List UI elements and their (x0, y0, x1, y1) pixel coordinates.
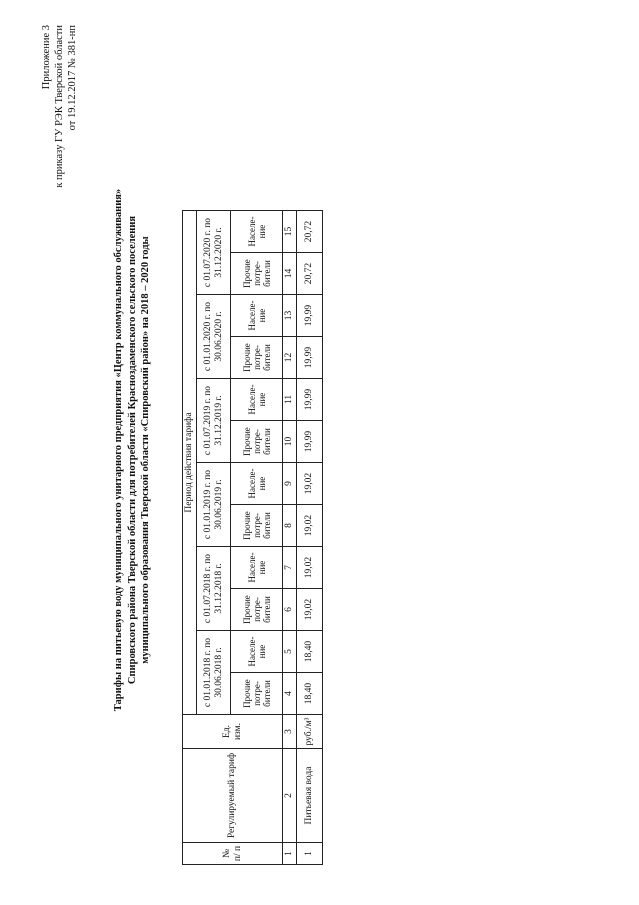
header-period-2: с 01.07.2018 г. по 31.12.2018 г. (197, 547, 231, 631)
header-name: Регулируемый тариф (183, 749, 283, 843)
num-cell: 2 (283, 749, 297, 843)
header-other-4: Прочие потре- бители (231, 421, 283, 463)
header-pop-2: Населе- ние (231, 547, 283, 589)
header-row-period (183, 211, 197, 865)
header-pop-3: Населе- ние (231, 463, 283, 505)
appendix-note (40, 25, 79, 225)
header-other-6: Прочие потре- бители (231, 253, 283, 295)
num-cell: 12 (283, 337, 297, 379)
header-pop-4: Населе- ние (231, 379, 283, 421)
num-cell: 7 (283, 547, 297, 589)
header-period-5: с 01.01.2020 г. по 30.06.2020 г. (197, 295, 231, 379)
header-unit: Ед. изм. (183, 715, 283, 749)
num-cell: 8 (283, 505, 297, 547)
header-period-6: с 01.07.2020 г. по 31.12.2020 г. (197, 211, 231, 295)
num-cell: 10 (283, 421, 297, 463)
num-cell: 3 (283, 715, 297, 749)
header-pop-6: Населе- ние (231, 211, 283, 253)
header-period: Период действия тарифа (183, 211, 197, 715)
num-cell: 9 (283, 463, 297, 505)
appendix-line-2: к приказу ГУ РЭК Тверской области (54, 25, 65, 188)
value-cell: 19,02 (297, 589, 323, 631)
title-line-2: Спировского района Тверской области для потребителей Красноздаменского сельского поселения (126, 215, 138, 685)
header-no: № п/ п (183, 843, 283, 865)
num-cell: 15 (283, 211, 297, 253)
header-other-5: Прочие потре- бители (231, 337, 283, 379)
value-cell: 19,02 (297, 505, 323, 547)
value-cell: 18,40 (297, 673, 323, 715)
header-pop-1: Населе- ние (231, 631, 283, 673)
value-cell: 19,99 (297, 337, 323, 379)
title-line-3: муниципального образования Тверской области «Спировский район» на 2018 – 2020 годы (140, 236, 151, 664)
header-other-2: Прочие потре- бители (231, 589, 283, 631)
header-period-1: с 01.01.2018 г. по 30.06.2018 г. (197, 631, 231, 715)
num-cell: 6 (283, 589, 297, 631)
table-row (297, 211, 323, 865)
num-cell: 11 (283, 379, 297, 421)
row-unit: руб./м³ (297, 715, 323, 749)
row-no: 1 (297, 843, 323, 865)
num-cell: 5 (283, 631, 297, 673)
value-cell: 19,02 (297, 463, 323, 505)
header-period-4: с 01.07.2019 г. по 31.12.2019 г. (197, 379, 231, 463)
num-cell: 1 (283, 843, 297, 865)
num-cell: 13 (283, 295, 297, 337)
header-pop-5: Населе- ние (231, 295, 283, 337)
header-other-1: Прочие потре- бители (231, 673, 283, 715)
header-period-3: с 01.01.2019 г. по 30.06.2019 г. (197, 463, 231, 547)
num-cell: 14 (283, 253, 297, 295)
value-cell: 20,72 (297, 253, 323, 295)
value-cell: 19,99 (297, 421, 323, 463)
num-cell: 4 (283, 673, 297, 715)
document-title (112, 35, 153, 865)
value-cell: 18,40 (297, 631, 323, 673)
value-cell: 19,99 (297, 379, 323, 421)
appendix-line-3: от 19.12.2017 № 381-нп (67, 25, 78, 131)
title-line-1: Тарифы на питьевую воду муниципального унитарного предприятия «Центр коммунального обслуживания» (113, 188, 124, 712)
header-other-3: Прочие потре- бители (231, 505, 283, 547)
value-cell: 19,02 (297, 547, 323, 589)
value-cell: 19,99 (297, 295, 323, 337)
numbering-row (283, 211, 297, 865)
tariff-table (182, 210, 323, 865)
appendix-line-1: Приложение 3 (41, 25, 52, 90)
row-name: Питьевая вода (297, 749, 323, 843)
value-cell: 20,72 (297, 211, 323, 253)
